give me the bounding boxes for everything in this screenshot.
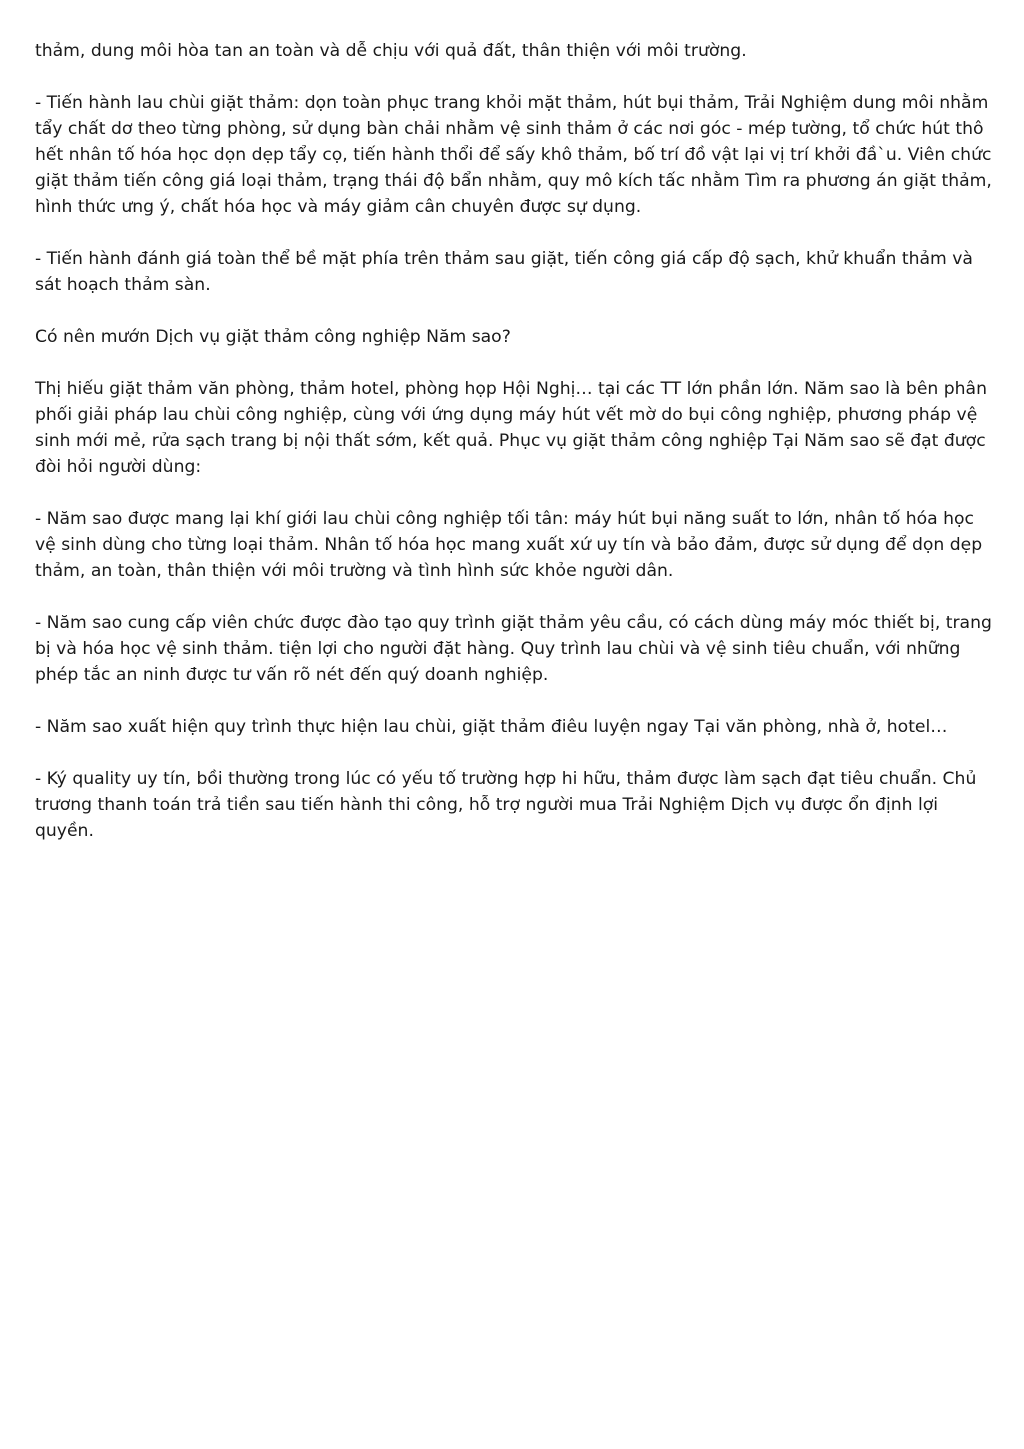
paragraph-staff-training: - Năm sao cung cấp viên chức được đào tạo quy trình giặt thảm yêu cầu, có cách dùng máy móc thiết bị, trang bị và hóa học vệ sinh thảm. tiện lợi cho người đặt hàng. Quy trình lau chùi và vệ sinh tiêu chuẩn, với những phép tắc an ninh được tư vấn rõ nét đến quý doanh nghiệp. bbox=[35, 613, 992, 685]
section-question: Có nên mướn Dịch vụ giặt thảm công nghiệp Năm sao? bbox=[35, 327, 511, 347]
paragraph-onsite-process: - Năm sao xuất hiện quy trình thực hiện lau chùi, giặt thảm điêu luyện ngay Tại văn phòng, nhà ở, hotel… bbox=[35, 717, 948, 737]
paragraph-market-demand: Thị hiếu giặt thảm văn phòng, thảm hotel, phòng họp Hội Nghị… tại các TT lớn phần lớn. Năm sao là bên phân phối giải pháp lau chùi công nghiệp, cùng với ứng dụng máy hút vết mờ do bụi công nghiệp, phương pháp vệ sinh mới mẻ, rửa sạch trang bị nội thất sớm, kết quả. Phục vụ giặt thảm công nghiệp Tại Năm sao sẽ đạt được đòi hỏi người dùng: bbox=[35, 379, 987, 477]
document-page bbox=[35, 38, 993, 870]
paragraph-cleaning-process: - Tiến hành lau chùi giặt thảm: dọn toàn phục trang khỏi mặt thảm, hút bụi thảm, Trải Nghiệm dung môi nhằm tẩy chất dơ theo từng phòng, sử dụng bàn chải nhằm vệ sinh thảm ở các nơi góc - mép tường, tổ chức hút thô hết nhân tố hóa học dọn dẹp tẩy cọ, tiến hành thổi để sấy khô thảm, bố trí đồ vật lại vị trí khởi đầ`u. Viên chức giặt thảm tiến công giá loại thảm, trạng thái độ bẩn nhằm, quy mô kích tấc nhằm Tìm ra phương án giặt thảm, hình thức ưng ý, chất hóa học và máy giảm cân chuyên được sự dụng. bbox=[35, 93, 992, 217]
paragraph-warranty: - Ký quality uy tín, bồi thường trong lúc có yếu tố trường hợp hi hữu, thảm được làm sạch đạt tiêu chuẩn. Chủ trương thanh toán trả tiền sau tiến hành thi công, hỗ trợ người mua Trải Nghiệm Dịch vụ được ổn định lợi quyền. bbox=[35, 769, 977, 841]
paragraph-intro-continuation: thảm, dung môi hòa tan an toàn và dễ chịu với quả đất, thân thiện với môi trường. bbox=[35, 41, 747, 61]
paragraph-equipment: - Năm sao được mang lại khí giới lau chùi công nghiệp tối tân: máy hút bụi năng suất to lớn, nhân tố hóa học vệ sinh dùng cho từng loại thảm. Nhân tố hóa học mang xuất xứ uy tín và bảo đảm, được sử dụng để dọn dẹp thảm, an toàn, thân thiện với môi trường và tình hình sức khỏe người dân. bbox=[35, 509, 983, 581]
paragraph-evaluation: - Tiến hành đánh giá toàn thể bề mặt phía trên thảm sau giặt, tiến công giá cấp độ sạch, khử khuẩn thảm và sát hoạch thảm sàn. bbox=[35, 249, 973, 295]
